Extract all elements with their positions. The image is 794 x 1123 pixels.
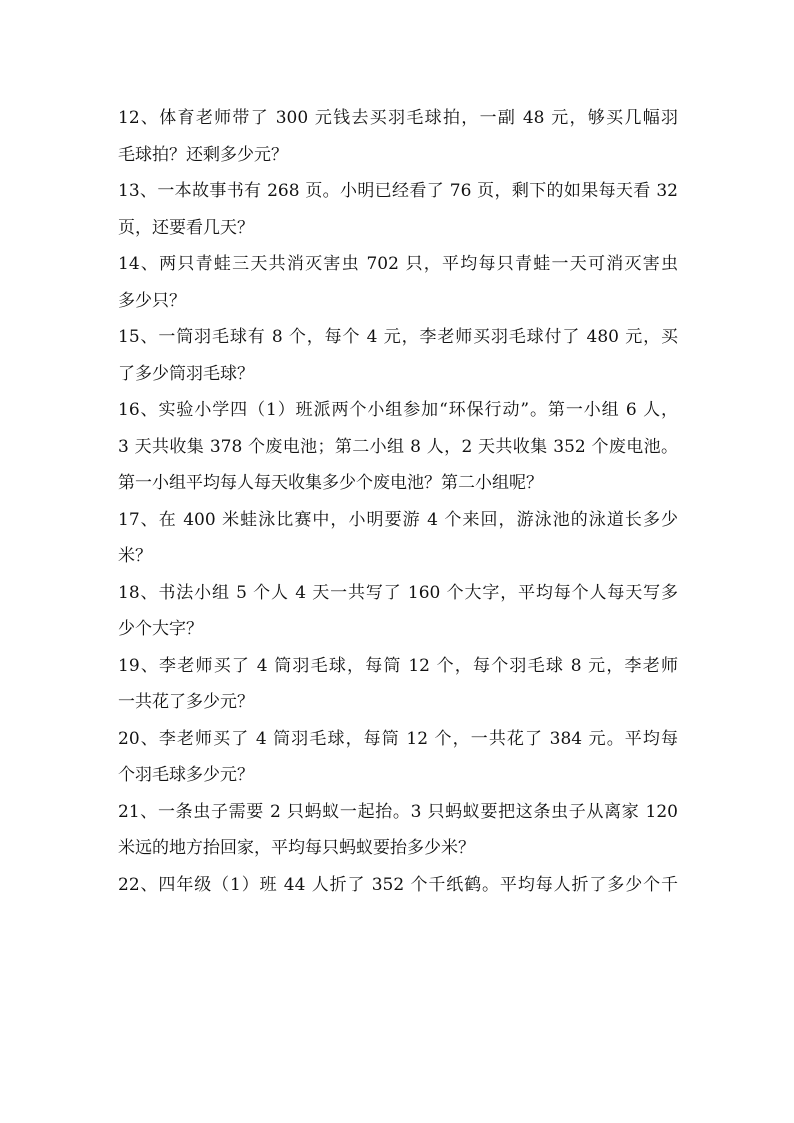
problem-line: 13、一本故事书有 268 页。小明已经看了 76 页，剩下的如果每天看 32 xyxy=(118,181,678,201)
problem-line: 少个大字？ xyxy=(118,619,203,639)
problem-16 xyxy=(118,392,678,502)
problem-18 xyxy=(118,575,678,648)
problem-line: 一共花了多少元？ xyxy=(118,692,254,712)
problem-line: 3 天共收集 378 个废电池；第二小组 8 人，2 天共收集 352 个废电池。 xyxy=(118,436,678,457)
problem-line: 米？ xyxy=(118,546,152,566)
problem-17 xyxy=(118,502,678,575)
problem-21 xyxy=(118,794,678,867)
problem-15 xyxy=(118,319,678,392)
problem-13 xyxy=(118,173,678,246)
problem-line: 14、两只青蛙三天共消灭害虫 702 只，平均每只青蛙一天可消灭害虫 xyxy=(118,254,678,274)
problem-20 xyxy=(118,721,678,794)
problem-list xyxy=(118,100,678,903)
problem-line: 多少只？ xyxy=(118,290,186,311)
problem-14 xyxy=(118,246,678,319)
problem-line: 19、李老师买了 4 筒羽毛球，每筒 12 个，每个羽毛球 8 元，李老师 xyxy=(118,655,678,676)
problem-22 xyxy=(118,867,678,904)
problem-line: 18、书法小组 5 个人 4 天一共写了 160 个大字，平均每个人每天写多 xyxy=(118,582,678,603)
problem-line: 17、在 400 米蛙泳比赛中，小明要游 4 个来回，游泳池的泳道长多少 xyxy=(118,509,678,530)
problem-line: 米远的地方抬回家，平均每只蚂蚁要抬多少米？ xyxy=(118,838,475,858)
problem-line: 第一小组平均每人每天收集多少个废电池？第二小组呢？ xyxy=(118,473,543,493)
problem-line: 页，还要看几天？ xyxy=(118,217,254,238)
problem-line: 12、体育老师带了 300 元钱去买羽毛球拍，一副 48 元，够买几幅羽 xyxy=(118,108,678,128)
problem-line: 21、一条虫子需要 2 只蚂蚁一起抬。3 只蚂蚁要把这条虫子从离家 120 xyxy=(118,801,678,822)
problem-line: 15、一筒羽毛球有 8 个，每个 4 元，李老师买羽毛球付了 480 元，买 xyxy=(118,327,678,347)
problem-12 xyxy=(118,100,678,173)
problem-line: 16、实验小学四（1）班派两个小组参加“环保行动”。第一小组 6 人， xyxy=(118,400,678,420)
problem-line: 22、四年级（1）班 44 人折了 352 个千纸鹤。平均每人折了多少个千 xyxy=(118,874,678,895)
problem-line: 了多少筒羽毛球？ xyxy=(118,363,254,384)
problem-line: 毛球拍？还剩多少元？ xyxy=(118,144,288,165)
problem-line: 个羽毛球多少元？ xyxy=(118,765,254,785)
problem-line: 20、李老师买了 4 筒羽毛球，每筒 12 个，一共花了 384 元。平均每 xyxy=(118,728,678,749)
problem-19 xyxy=(118,648,678,721)
